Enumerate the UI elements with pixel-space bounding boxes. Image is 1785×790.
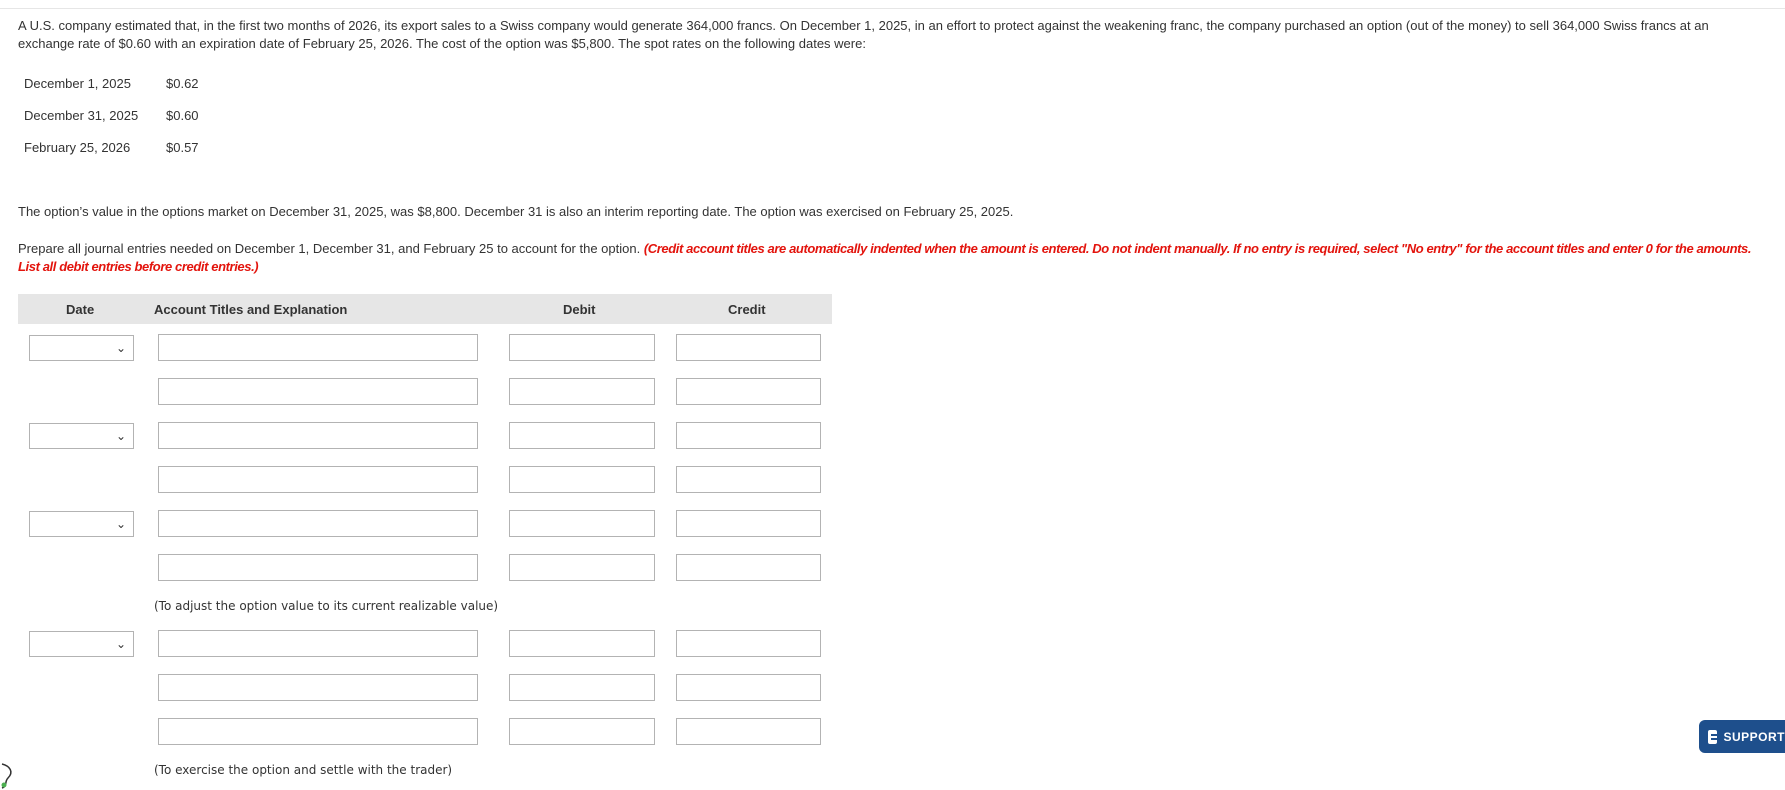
- date-select[interactable]: [29, 335, 134, 361]
- credit-input[interactable]: [676, 466, 821, 493]
- account-title-input[interactable]: [158, 674, 478, 701]
- entry-note-adjust: (To adjust the option value to its current realizable value): [154, 599, 499, 613]
- debit-input[interactable]: [509, 510, 655, 537]
- spot-rate-row: [24, 108, 226, 140]
- spot-rate-date: December 1, 2025: [24, 76, 131, 91]
- credit-instructions: (Credit account titles are automatically indented when the amount is entered. Do not indent manually. If no entry is required, select "No entry" for the account titles and enter 0 for the amounts. List all debit entries before credit entries.): [18, 241, 1752, 274]
- prepare-instructions: [18, 240, 1763, 276]
- header-account: Account Titles and Explanation: [154, 302, 348, 317]
- debit-input[interactable]: [509, 334, 655, 361]
- credit-input[interactable]: [676, 378, 821, 405]
- chevron-down-icon: ⌄: [115, 341, 126, 355]
- entry-note-exercise: (To exercise the option and settle with the trader): [154, 763, 453, 777]
- spot-rate-value: $0.62: [166, 76, 199, 91]
- credit-input[interactable]: [676, 510, 821, 537]
- chat-icon: [1708, 730, 1717, 744]
- header-debit: Debit: [563, 302, 596, 317]
- date-select[interactable]: [29, 631, 134, 657]
- credit-input[interactable]: [676, 674, 821, 701]
- support-label: SUPPORT: [1723, 729, 1785, 744]
- account-title-input[interactable]: [158, 378, 478, 405]
- prepare-text: Prepare all journal entries needed on December 1, December 31, and February 25 to account for the option.: [18, 241, 641, 256]
- debit-input[interactable]: [509, 422, 655, 449]
- debit-input[interactable]: [509, 378, 655, 405]
- account-title-input[interactable]: [158, 422, 478, 449]
- chevron-down-icon: ⌄: [115, 637, 126, 651]
- chevron-down-icon: ⌄: [115, 429, 126, 443]
- spot-rate-date: February 25, 2026: [24, 140, 131, 155]
- support-button[interactable]: [1699, 720, 1785, 753]
- spot-rate-row: [24, 76, 226, 108]
- credit-input[interactable]: [676, 718, 821, 745]
- credit-input[interactable]: [676, 422, 821, 449]
- account-title-input[interactable]: [158, 630, 478, 657]
- journal-table-header: [18, 294, 832, 324]
- option-value-text: The option’s value in the options market on December 31, 2025, was $8,800. December 31 is also an interim reporting date. The option was exercised on February 25, 2025.: [18, 204, 1014, 219]
- account-title-input[interactable]: [158, 554, 478, 581]
- credit-input[interactable]: [676, 554, 821, 581]
- account-title-input[interactable]: [158, 510, 478, 537]
- debit-input[interactable]: [509, 554, 655, 581]
- accessibility-icon[interactable]: [0, 760, 20, 790]
- credit-input[interactable]: [676, 630, 821, 657]
- debit-input[interactable]: [509, 718, 655, 745]
- problem-intro: A U.S. company estimated that, in the first two months of 2026, its export sales to a Swiss company would generate 364,000 francs. On December 1, 2025, in an effort to protect against the weakening franc, the company purchased an option (out of the money) to sell 364,000 Swiss francs at an exchange rate of $0.60 with an expiration date of February 25, 2026. The cost of the option was $5,800. The spot rates on the following dates were:: [18, 18, 1709, 51]
- debit-input[interactable]: [509, 674, 655, 701]
- account-title-input[interactable]: [158, 334, 478, 361]
- debit-input[interactable]: [509, 466, 655, 493]
- chevron-down-icon: ⌄: [115, 517, 126, 531]
- account-title-input[interactable]: [158, 718, 478, 745]
- spot-rate-value: $0.60: [166, 108, 199, 123]
- debit-input[interactable]: [509, 630, 655, 657]
- date-select[interactable]: [29, 511, 134, 537]
- account-title-input[interactable]: [158, 466, 478, 493]
- spot-rates-list: [24, 76, 226, 172]
- spot-rate-date: December 31, 2025: [24, 108, 139, 123]
- credit-input[interactable]: [676, 334, 821, 361]
- header-credit: Credit: [728, 302, 766, 317]
- date-select[interactable]: [29, 423, 134, 449]
- top-divider: [0, 8, 1785, 9]
- header-date: Date: [66, 302, 95, 317]
- spot-rate-row: [24, 140, 226, 172]
- spot-rate-value: $0.57: [166, 140, 199, 155]
